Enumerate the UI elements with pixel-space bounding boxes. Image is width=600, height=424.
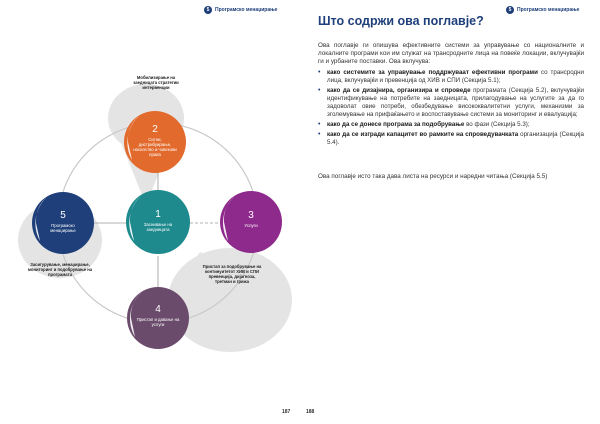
chapter-title: Програмско менаџирање bbox=[215, 7, 278, 13]
right-page-number: 188 bbox=[306, 409, 315, 415]
chapter-title-right: Програмско менаџирање bbox=[517, 7, 580, 13]
intro-paragraph: Ова поглавје ги опишува ефективните системи за управување со националните и локалните програми кои им служат на трансродните лица на повеќе локации, вклучувајќи ги и урбаните поставки. Ова вклучува: bbox=[318, 42, 584, 65]
bullet-text: програмата (Секција 5.2), вклучувајќи идентификување на потребите на заедницата, прилагодување на услугите за да го задоволат овие потреби, обезбедување висококвалитетни услуги, механизми за зголемување на прифаќањето и воспоставување системи за мониторинг и евалуација; bbox=[327, 87, 585, 118]
node-2-number: 2 bbox=[152, 124, 158, 135]
node-3-number: 3 bbox=[248, 210, 254, 221]
node-2-label: Ситни, дистрибуирање, насилство и човекови права bbox=[133, 137, 177, 157]
bullet-bold: како да се дизајнира, организира и спроведе bbox=[327, 87, 471, 94]
bullet-text: со трансродни лица, вклучувајќи и превенција од ХИВ и СПИ (Секција 5.1); bbox=[327, 69, 584, 84]
chapter-number-badge: 5 bbox=[204, 6, 212, 14]
node-5-number: 5 bbox=[60, 210, 66, 221]
node-5-label: Програмско менаџирање bbox=[50, 223, 76, 233]
right-page bbox=[300, 0, 600, 424]
node-1-label: Заснивање на заедницата bbox=[143, 222, 173, 232]
node-4-number: 4 bbox=[155, 304, 161, 315]
bullet-list bbox=[318, 69, 584, 149]
annotation-top: Мобилизирање на заедницата стратегии интервенции bbox=[133, 75, 179, 90]
chapter-tag-right bbox=[506, 6, 579, 14]
outro-paragraph: Ова поглавје исто така дава листа на ресурси и наредни читања (Секција 5.5) bbox=[318, 173, 548, 180]
node-3-circle bbox=[220, 191, 282, 253]
node-4-label: Пристап и давање на услуги bbox=[136, 317, 180, 327]
list-item bbox=[318, 131, 584, 147]
bullet-bold: како да се изгради капацитет во рамките на спроведувачката bbox=[327, 131, 519, 138]
bullet-text: во фази (Секција 5.3); bbox=[464, 121, 530, 128]
annotation-left: Засигурување, менаџирање, мониторинг и подобрување на програмата bbox=[27, 262, 93, 277]
section-title: Што содржи ова поглавје? bbox=[318, 14, 484, 28]
bullet-bold: како да се донесе програма за подобрување bbox=[327, 121, 465, 128]
chapter-number-badge-right: 5 bbox=[506, 6, 514, 14]
list-item bbox=[318, 121, 584, 129]
list-item bbox=[318, 69, 584, 85]
node-1-number: 1 bbox=[155, 209, 161, 220]
bullet-bold: како системите за управување поддржуваат ефективни програми bbox=[327, 69, 538, 76]
list-item bbox=[318, 87, 584, 119]
annotation-right: Пристап за подобрување на континуитетот ХИВ и СПИ превенција, дијагноза, третман и грижа bbox=[202, 264, 262, 284]
bullet-text: организација (Секција 5.4). bbox=[327, 131, 585, 146]
node-3-label: Услуги bbox=[244, 223, 258, 228]
left-page-number: 187 bbox=[282, 409, 291, 415]
